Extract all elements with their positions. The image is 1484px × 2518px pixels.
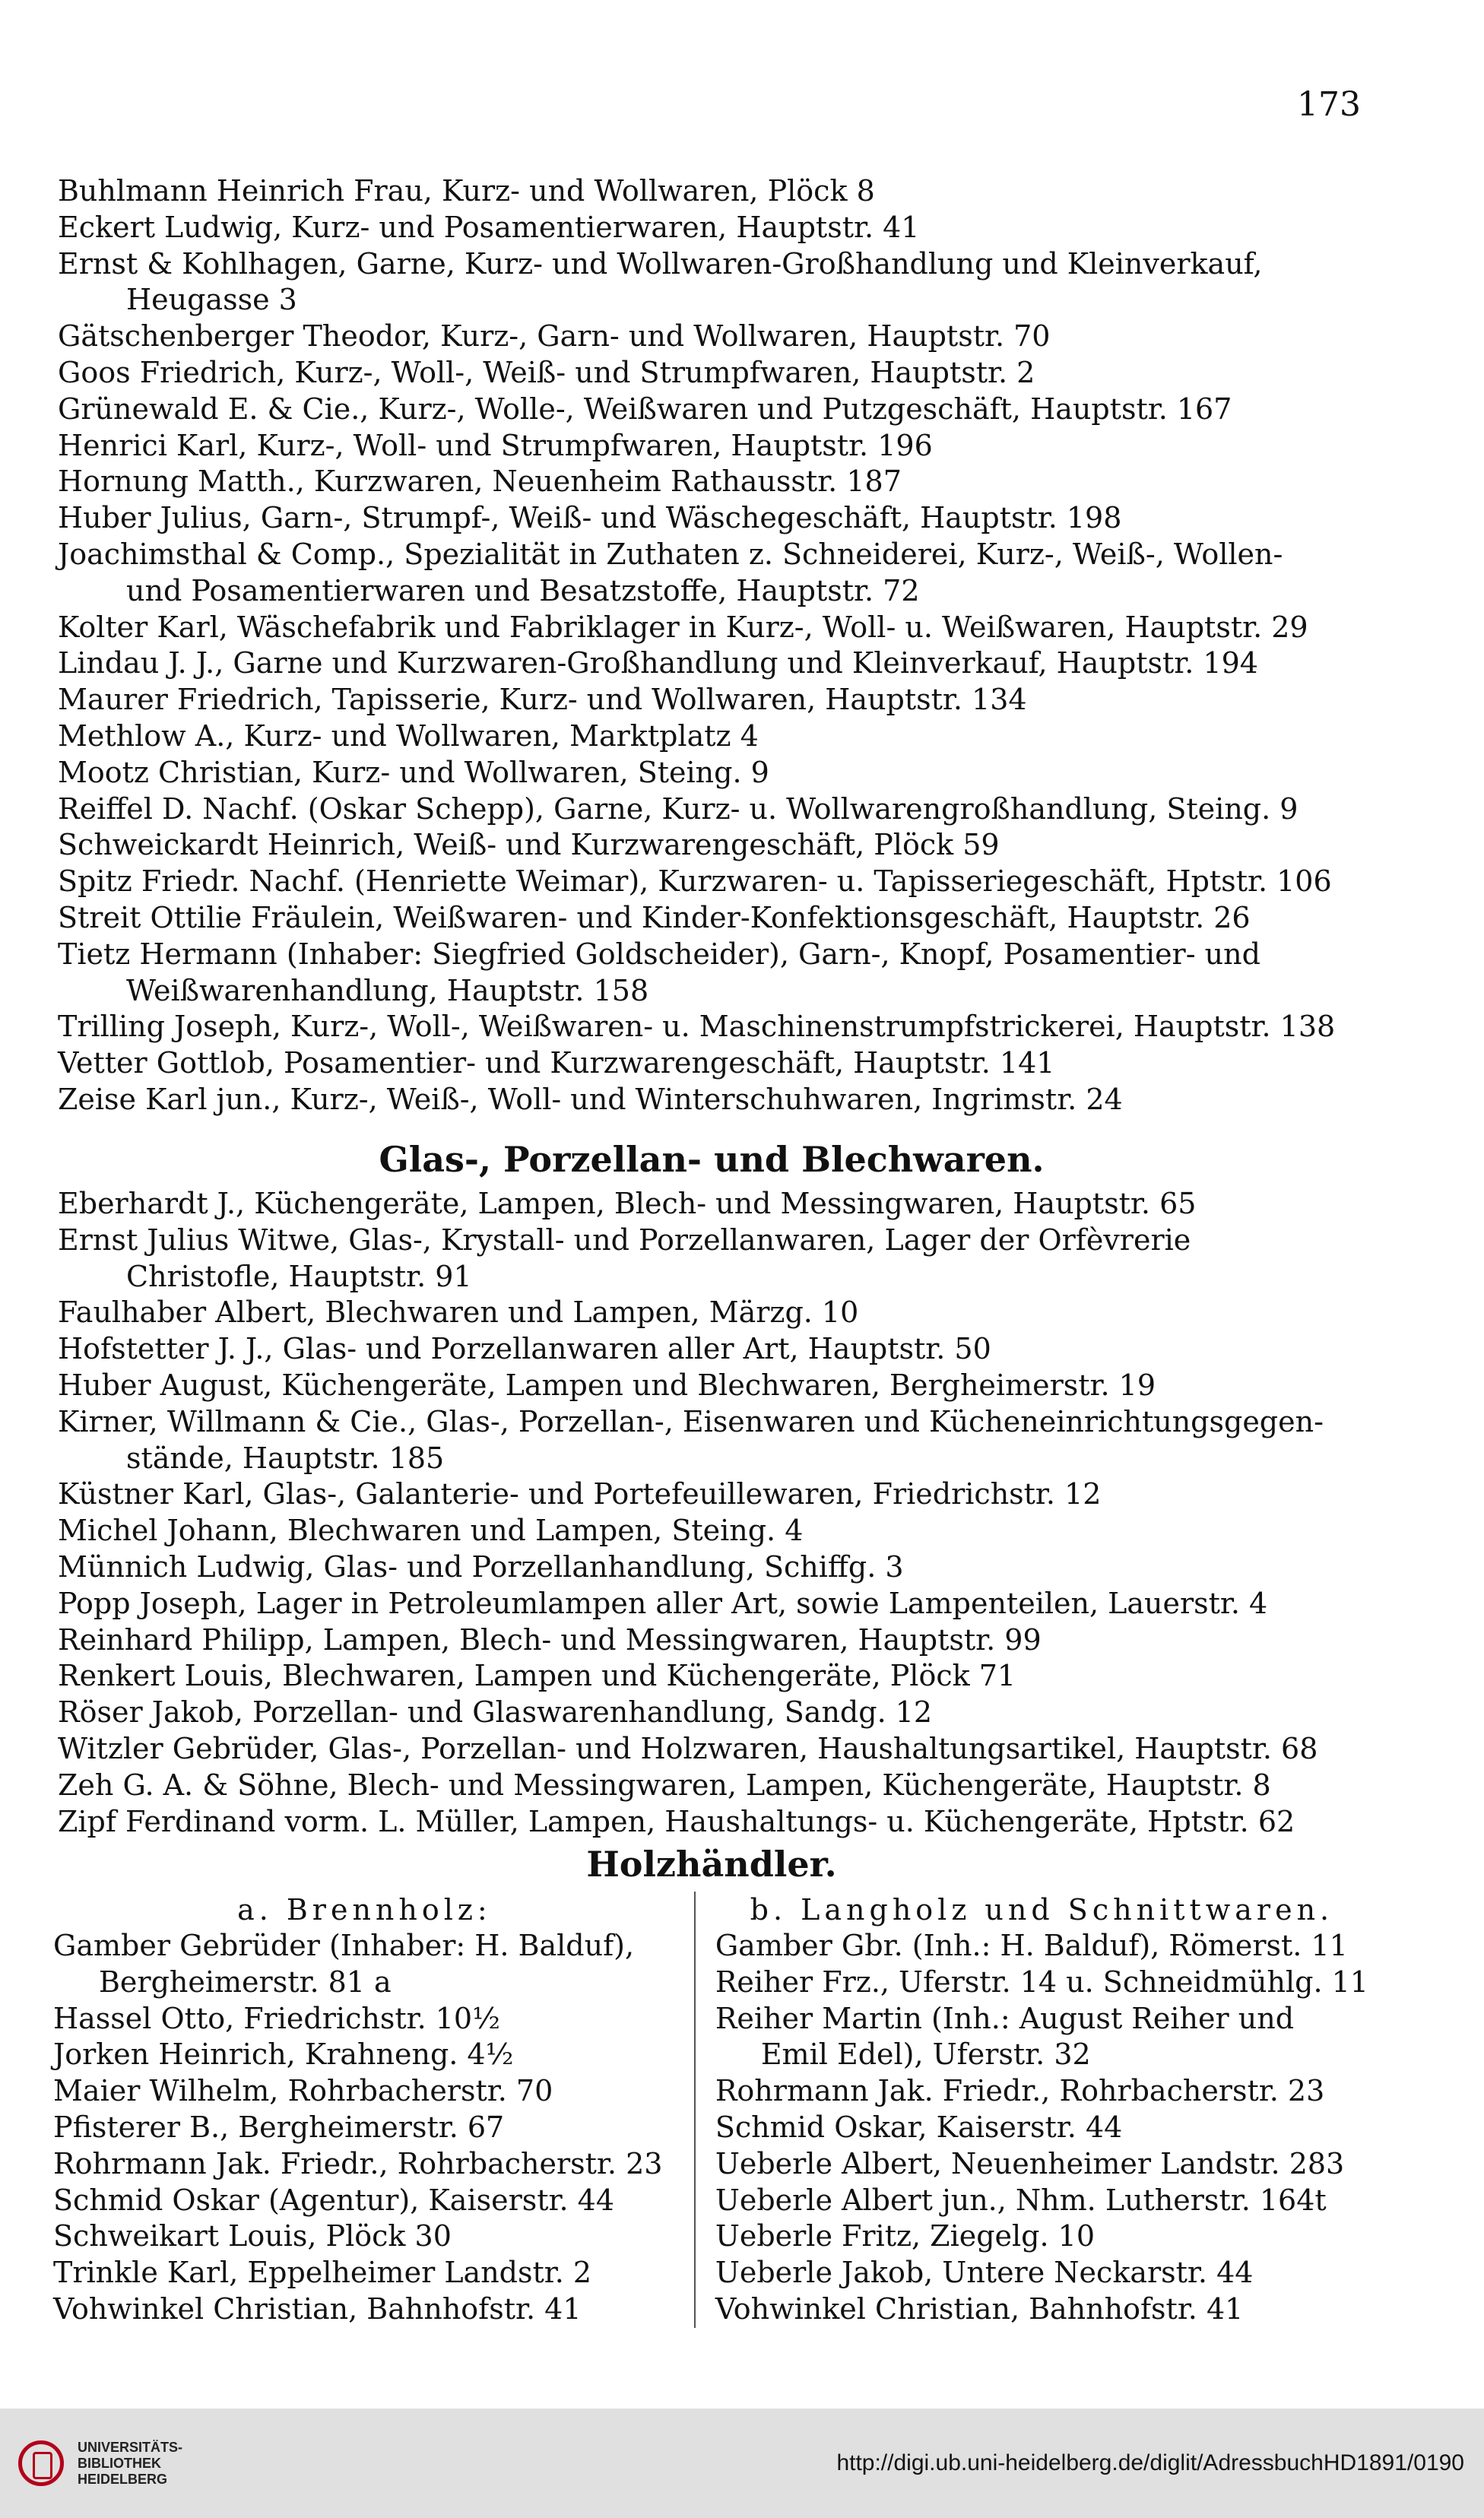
directory-entry — [58, 645, 1365, 682]
library-name-line: BIBLIOTHEK — [78, 2455, 161, 2471]
entry-line: Zipf Ferdinand vorm. L. Müller, Lampen, Haushaltungs- u. Küchengeräte, Hptstr. 62 — [58, 1804, 1295, 1838]
directory-entry — [53, 2001, 676, 2038]
entry-line: Ueberle Fritz, Ziegelg. 10 — [715, 2219, 1096, 2253]
page-number: 173 — [1297, 85, 1361, 124]
directory-entry — [53, 2037, 676, 2073]
directory-entry — [58, 246, 1365, 319]
directory-entry — [58, 610, 1365, 646]
entry-line: Huber Julius, Garn-, Strumpf-, Weiß- und Wäschegeschäft, Hauptstr. 198 — [58, 501, 1122, 535]
directory-entry — [58, 537, 1365, 610]
entry-line: Buhlmann Heinrich Frau, Kurz- und Wollwaren, Plöck 8 — [58, 174, 875, 208]
entry-line: Joachimsthal & Comp., Spezialität in Zuthaten z. Schneiderei, Kurz-, Weiß-, Wollen- — [58, 537, 1283, 571]
entry-continuation-line: und Posamentierwaren und Besatzstoffe, Hauptstr. 72 — [126, 573, 920, 607]
entry-line: Maier Wilhelm, Rohrbacherstr. 70 — [53, 2074, 553, 2108]
directory-entry — [715, 2218, 1368, 2255]
entry-line: Spitz Friedr. Nachf. (Henriette Weimar), Kurzwaren- u. Tapisseriegeschäft, Hptstr. 106 — [58, 864, 1332, 899]
entry-line: Schweickardt Heinrich, Weiß- und Kurzwarengeschäft, Plöck 59 — [58, 828, 1000, 862]
entry-line: Eberhardt J., Küchengeräte, Lampen, Blech- und Messingwaren, Hauptstr. 65 — [58, 1187, 1197, 1220]
section-kurzwaren-list — [58, 173, 1365, 1118]
directory-entry — [58, 682, 1365, 718]
directory-entry — [58, 1368, 1365, 1404]
library-name-line: HEIDELBERG — [78, 2471, 168, 2487]
entry-line: Gamber Gbr. (Inh.: H. Balduf), Römerst. 11 — [715, 1929, 1348, 1962]
directory-entry — [58, 1549, 1365, 1586]
entry-line: Maurer Friedrich, Tapisserie, Kurz- und Wollwaren, Hauptstr. 134 — [58, 683, 1027, 717]
entry-line: Jorken Heinrich, Krahneng. 4½ — [53, 2038, 514, 2072]
column-heading-langholz: b. Langholz und Schnittwaren. — [750, 1893, 1334, 1927]
directory-entry — [53, 1928, 676, 2001]
directory-entry — [58, 355, 1365, 392]
entry-line: Trilling Joseph, Kurz-, Woll-, Weißwaren- u. Maschinenstrumpfstrickerei, Hauptstr. 138 — [58, 1010, 1336, 1044]
entry-line: Huber August, Küchengeräte, Lampen und Blechwaren, Bergheimerstr. 19 — [58, 1368, 1156, 1402]
section-holz-heading-wrap — [58, 1844, 1365, 1885]
entry-continuation-line: stände, Hauptstr. 185 — [126, 1441, 445, 1475]
directory-entry — [715, 2146, 1368, 2183]
entry-continuation-line: Bergheimerstr. 81 a — [99, 1965, 392, 1999]
directory-entry — [715, 2255, 1368, 2291]
directory-entry — [53, 2183, 676, 2219]
holz-columns — [53, 1892, 1368, 2328]
entry-line: Reiher Martin (Inh.: August Reiher und — [715, 2001, 1295, 2035]
directory-entry — [58, 937, 1365, 1010]
directory-entry — [58, 1476, 1365, 1513]
directory-entry — [58, 900, 1365, 937]
directory-entry — [715, 2291, 1368, 2328]
directory-entry — [715, 2073, 1368, 2110]
entry-line: Eckert Ludwig, Kurz- und Posamentierwaren, Hauptstr. 41 — [58, 210, 920, 244]
section-glas-heading-wrap — [58, 1139, 1365, 1180]
entry-line: Gamber Gebrüder (Inhaber: H. Balduf), — [53, 1929, 635, 1962]
directory-entry — [58, 755, 1365, 791]
entry-line: Witzler Gebrüder, Glas-, Porzellan- und Holzwaren, Haushaltungsartikel, Hauptstr. 68 — [58, 1731, 1318, 1765]
directory-entry — [715, 2110, 1368, 2146]
entry-line: Ueberle Jakob, Untere Neckarstr. 44 — [715, 2256, 1254, 2290]
entry-line: Streit Ottilie Fräulein, Weißwaren- und Kinder-Konfektionsgeschäft, Hauptstr. 26 — [58, 900, 1251, 934]
directory-entry — [58, 392, 1365, 428]
directory-entry — [53, 2218, 676, 2255]
entry-line: Kirner, Willmann & Cie., Glas-, Porzellan-, Eisenwaren und Kücheneinrichtungsgegen- — [58, 1404, 1324, 1438]
entry-line: Renkert Louis, Blechwaren, Lampen und Küchengeräte, Plöck 71 — [58, 1659, 1016, 1693]
entry-line: Röser Jakob, Porzellan- und Glaswarenhandlung, Sandg. 12 — [58, 1695, 933, 1730]
entry-line: Ueberle Albert jun., Nhm. Lutherstr. 164t — [715, 2183, 1327, 2217]
directory-entry — [715, 1965, 1368, 2001]
directory-entry — [58, 1731, 1365, 1768]
directory-entry — [58, 1695, 1365, 1731]
directory-entry — [58, 1586, 1365, 1622]
directory-entry — [53, 2291, 676, 2328]
directory-entry — [58, 428, 1365, 465]
entry-line: Zeh G. A. & Söhne, Blech- und Messingwaren, Lampen, Küchengeräte, Hauptstr. 8 — [58, 1768, 1271, 1802]
directory-entry — [58, 1009, 1365, 1045]
entry-line: Pfisterer B., Bergheimerstr. 67 — [53, 2110, 505, 2144]
directory-entry — [58, 1768, 1365, 1804]
entry-line: Trinkle Karl, Eppelheimer Landstr. 2 — [53, 2256, 592, 2290]
directory-entry — [58, 791, 1365, 828]
entry-line: Reiffel D. Nachf. (Oskar Schepp), Garne, Kurz- u. Wollwarengroßhandlung, Steing. 9 — [58, 791, 1298, 826]
entry-line: Grünewald E. & Cie., Kurz-, Wolle-, Weißwaren und Putzgeschäft, Hauptstr. 167 — [58, 392, 1232, 426]
directory-entry — [58, 464, 1365, 500]
entry-line: Hassel Otto, Friedrichstr. 10½ — [53, 2001, 500, 2035]
entry-line: Kolter Karl, Wäschefabrik und Fabriklager in Kurz-, Woll- u. Weißwaren, Hauptstr. 29 — [58, 610, 1308, 644]
entry-line: Popp Joseph, Lager in Petroleumlampen aller Art, sowie Lampenteilen, Lauerstr. 4 — [58, 1586, 1268, 1620]
university-seal-icon — [18, 2440, 64, 2486]
entry-line: Goos Friedrich, Kurz-, Woll-, Weiß- und Strumpfwaren, Hauptstr. 2 — [58, 355, 1035, 389]
entry-line: Rohrmann Jak. Friedr., Rohrbacherstr. 23 — [715, 2074, 1325, 2108]
section-glas-list — [58, 1186, 1365, 1840]
directory-entry — [58, 827, 1365, 864]
directory-entry — [58, 1045, 1365, 1082]
directory-entry — [715, 1928, 1368, 1965]
column-brennholz — [53, 1892, 694, 2328]
section-heading-glas: Glas-, Porzellan- und Blechwaren. — [379, 1139, 1045, 1180]
entry-line: Münnich Ludwig, Glas- und Porzellanhandlung, Schiffg. 3 — [58, 1549, 904, 1584]
entry-line: Ueberle Albert, Neuenheimer Landstr. 283 — [715, 2146, 1345, 2180]
directory-entry — [58, 173, 1365, 210]
entry-line: Schmid Oskar, Kaiserstr. 44 — [715, 2110, 1123, 2144]
directory-entry — [58, 864, 1365, 900]
entry-line: Gätschenberger Theodor, Kurz-, Garn- und Wollwaren, Hauptstr. 70 — [58, 319, 1051, 354]
directory-entry — [715, 2183, 1368, 2219]
source-url-link[interactable]: http://digi.ub.uni-heidelberg.de/diglit/AdressbuchHD1891/0190 — [836, 2450, 1464, 2475]
directory-entry — [53, 2255, 676, 2291]
directory-entry — [58, 718, 1365, 755]
entry-line: Hornung Matth., Kurzwaren, Neuenheim Rathausstr. 187 — [58, 465, 902, 499]
entry-line: Methlow A., Kurz- und Wollwaren, Marktplatz 4 — [58, 718, 759, 753]
column-langholz — [694, 1892, 1368, 2328]
directory-entry — [58, 1404, 1365, 1477]
entry-line: Ernst & Kohlhagen, Garne, Kurz- und Wollwaren-Großhandlung und Kleinverkauf, — [58, 246, 1263, 281]
library-name — [78, 2440, 182, 2488]
entry-line: Reiher Frz., Uferstr. 14 u. Schneidmühlg. 11 — [715, 1965, 1368, 1999]
entry-continuation-line: Emil Edel), Uferstr. 32 — [760, 2038, 1091, 2072]
viewer-footer — [0, 2409, 1484, 2518]
directory-entry — [58, 1658, 1365, 1695]
entry-continuation-line: Christofle, Hauptstr. 91 — [126, 1259, 472, 1293]
brennholz-list — [53, 1928, 676, 2328]
column-heading-brennholz: a. Brennholz: — [237, 1893, 492, 1927]
directory-entry — [715, 2001, 1368, 2074]
library-name-line: UNIVERSITÄTS- — [78, 2439, 183, 2455]
entry-line: Vohwinkel Christian, Bahnhofstr. 41 — [53, 2291, 582, 2326]
directory-entry — [53, 2110, 676, 2146]
directory-entry — [58, 1513, 1365, 1549]
entry-line: Zeise Karl jun., Kurz-, Weiß-, Woll- und Winterschuhwaren, Ingrimstr. 24 — [58, 1082, 1123, 1116]
entry-line: Rohrmann Jak. Friedr., Rohrbacherstr. 23 — [53, 2146, 663, 2180]
section-heading-holz: Holzhändler. — [586, 1844, 837, 1885]
entry-line: Ernst Julius Witwe, Glas-, Krystall- und Porzellanwaren, Lager der Orfèvrerie — [58, 1223, 1191, 1257]
entry-line: Mootz Christian, Kurz- und Wollwaren, Steing. 9 — [58, 755, 769, 789]
langholz-list — [715, 1928, 1368, 2328]
entry-continuation-line: Heugasse 3 — [126, 283, 297, 317]
entry-line: Faulhaber Albert, Blechwaren und Lampen, Märzg. 10 — [58, 1295, 859, 1330]
entry-line: Vetter Gottlob, Posamentier- und Kurzwarengeschäft, Hauptstr. 141 — [58, 1046, 1055, 1080]
entry-line: Tietz Hermann (Inhaber: Siegfried Goldscheider), Garn-, Knopf, Posamentier- und — [58, 937, 1260, 971]
entry-line: Vohwinkel Christian, Bahnhofstr. 41 — [715, 2291, 1244, 2326]
directory-entry — [58, 1622, 1365, 1659]
directory-entry — [58, 1186, 1365, 1223]
entry-line: Henrici Karl, Kurz-, Woll- und Strumpfwaren, Hauptstr. 196 — [58, 428, 933, 462]
directory-entry — [53, 2073, 676, 2110]
directory-entry — [58, 1082, 1365, 1118]
directory-entry — [58, 1331, 1365, 1368]
entry-line: Hofstetter J. J., Glas- und Porzellanwaren aller Art, Hauptstr. 50 — [58, 1332, 991, 1366]
directory-entry — [58, 210, 1365, 246]
entry-line: Reinhard Philipp, Lampen, Blech- und Messingwaren, Hauptstr. 99 — [58, 1622, 1042, 1657]
directory-entry — [58, 500, 1365, 537]
directory-entry — [58, 1804, 1365, 1841]
directory-entry — [58, 1295, 1365, 1331]
entry-line: Schweikart Louis, Plöck 30 — [53, 2219, 452, 2253]
entry-line: Küstner Karl, Glas-, Galanterie- und Portefeuillewaren, Friedrichstr. 12 — [58, 1477, 1102, 1511]
entry-continuation-line: Weißwarenhandlung, Hauptstr. 158 — [126, 973, 649, 1007]
directory-entry — [58, 1223, 1365, 1295]
entry-line: Lindau J. J., Garne und Kurzwaren-Großhandlung und Kleinverkauf, Hauptstr. 194 — [58, 646, 1258, 680]
entry-line: Schmid Oskar (Agentur), Kaiserstr. 44 — [53, 2183, 615, 2217]
directory-entry — [58, 319, 1365, 355]
directory-entry — [53, 2146, 676, 2183]
entry-line: Michel Johann, Blechwaren und Lampen, Steing. 4 — [58, 1514, 804, 1548]
